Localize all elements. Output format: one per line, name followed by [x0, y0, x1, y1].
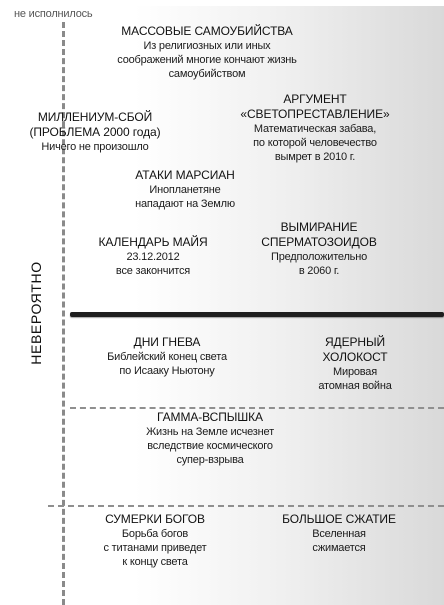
item-big-crunch [264, 512, 414, 555]
item-desc-line: Математическая забава, [253, 123, 377, 135]
item-desc-line: сжимается [312, 542, 366, 554]
item-title: МИЛЛЕНИУМ-СБОЙ [37, 110, 153, 124]
dashed-divider-1 [70, 407, 444, 409]
item-desc-line: Библейский конец света [107, 351, 227, 363]
item-millennium-bug [10, 110, 180, 154]
axis-label: НЕВЕРОЯТНО [28, 261, 44, 365]
item-title: ЯДЕРНЫЙ [324, 335, 385, 349]
item-ragnarok [80, 512, 230, 569]
item-title: ХОЛОКОСТ [322, 350, 388, 364]
item-desc-line: Предположительно [271, 251, 367, 263]
dashed-divider-2 [48, 505, 444, 507]
item-desc-line: соображений многие кончают жизнь [117, 54, 297, 66]
item-title: (ПРОБЛЕМА 2000 года) [29, 125, 161, 139]
item-title: ГАММА-ВСПЫШКА [157, 410, 263, 424]
item-title: СПЕРМАТОЗОИДОВ [261, 235, 377, 249]
item-title: «СВЕТОПРЕСТАВЛЕНИЕ» [240, 107, 390, 121]
item-desc-line: Ничего не произошло [41, 141, 149, 153]
item-desc-line: вследствие космического [147, 440, 273, 452]
item-title: АТАКИ МАРСИАН [135, 168, 235, 182]
item-doomsday-argument [230, 92, 400, 164]
item-days-of-wrath [92, 335, 242, 378]
item-sperm-extinction [244, 220, 394, 278]
item-desc-line: по которой человечество [253, 137, 377, 149]
item-desc-line: самоубийством [168, 68, 246, 80]
item-desc-line: в 2060 г. [298, 265, 340, 277]
item-maya-calendar [78, 235, 228, 278]
item-title: ВЫМИРАНИЕ [280, 220, 358, 234]
item-desc-line: 23.12.2012 [126, 251, 180, 263]
item-gamma-burst [135, 410, 285, 467]
thick-divider [70, 312, 444, 317]
item-desc-line: Инопланетяне [149, 184, 221, 196]
item-desc-line: по Исааку Ньютону [119, 365, 215, 377]
item-desc-line: нападают на Землю [135, 198, 235, 210]
item-martian-attacks [110, 168, 260, 211]
item-desc-line: вымрет в 2010 г. [274, 151, 356, 163]
item-desc-line: с титанами приведет [103, 542, 207, 554]
item-mass-suicide [102, 24, 312, 81]
item-desc-line: Мировая [333, 366, 377, 378]
item-desc-line: все закончится [115, 265, 191, 277]
item-title: МАССОВЫЕ САМОУБИЙСТВА [121, 24, 293, 38]
item-title: БОЛЬШОЕ СЖАТИЕ [282, 512, 396, 526]
item-desc-line: Из религиозных или иных [143, 40, 271, 52]
item-title: ДНИ ГНЕВА [133, 335, 201, 349]
item-desc-line: супер-взрыва [176, 454, 244, 466]
item-title: СУМЕРКИ БОГОВ [105, 512, 205, 526]
item-desc-line: Вселенная [312, 528, 366, 540]
item-title: КАЛЕНДАРЬ МАЙЯ [98, 235, 208, 249]
top-label: не исполнилось [14, 8, 93, 20]
item-desc-line: Жизнь на Земле исчезнет [146, 426, 274, 438]
item-title: АРГУМЕНТ [283, 92, 347, 106]
item-nuclear-holocaust [300, 335, 410, 393]
item-desc-line: к концу света [122, 556, 188, 568]
item-desc-line: атомная война [318, 380, 392, 392]
item-desc-line: Борьба богов [121, 528, 189, 540]
